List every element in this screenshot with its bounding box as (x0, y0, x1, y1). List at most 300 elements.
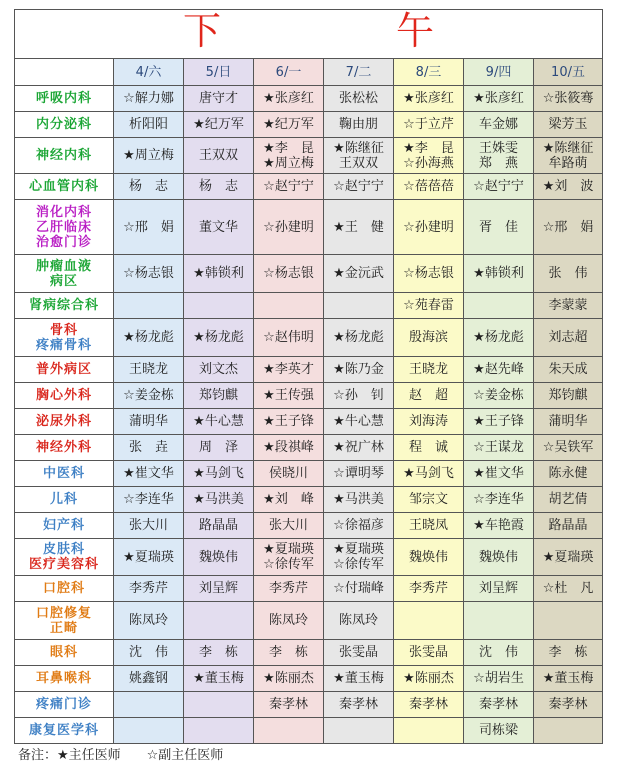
department-name (15, 539, 114, 576)
table-row (15, 357, 603, 383)
department-name (15, 200, 114, 255)
doctor-cell (394, 513, 464, 539)
doctor-cell (534, 487, 603, 513)
doctor-name: ☆杨志银 (403, 266, 454, 281)
doctor-name: 陈凤玲 (128, 613, 168, 628)
department-line: 消化内科 (35, 204, 92, 220)
doctor-name: ☆孙建明 (403, 219, 454, 235)
doctor-name: 秦孝林 (478, 697, 518, 712)
doctor-name: ★赵先峰 (473, 362, 524, 377)
day-header: 8/三 (394, 59, 464, 86)
department-line: 心血管内科 (28, 179, 99, 194)
doctor-cell (114, 640, 184, 666)
doctor-cell (324, 539, 394, 576)
doctor-name: ★韩锁利 (193, 266, 244, 281)
doctor-name: ★杨龙彪 (123, 330, 174, 345)
table-row (15, 86, 603, 112)
doctor-name: ☆邢 娟 (123, 219, 174, 235)
doctor-cell (184, 409, 254, 435)
doctor-cell (254, 435, 324, 461)
doctor-cell (254, 293, 324, 319)
table-row (15, 487, 603, 513)
doctor-name: ☆胡岩生 (473, 671, 524, 686)
doctor-cell (464, 174, 534, 200)
doctor-name: ★董玉梅 (193, 671, 244, 686)
doctor-cell (184, 513, 254, 539)
doctor-name: ★车艳霞 (473, 518, 524, 533)
doctor-name: ★牛心慧 (333, 414, 384, 429)
doctor-name: ☆吴铁军 (542, 440, 594, 455)
table-row (15, 138, 603, 174)
doctor-cell (534, 513, 603, 539)
doctor-name: ☆徐传军 (263, 557, 314, 572)
header-corner (15, 59, 114, 86)
department-line: 康复医学科 (28, 723, 99, 738)
doctor-cell (324, 640, 394, 666)
doctor-cell (114, 487, 184, 513)
doctor-cell (394, 435, 464, 461)
doctor-cell (394, 293, 464, 319)
doctor-name: ★崔文华 (473, 466, 524, 481)
doctor-name: 车金娜 (478, 117, 518, 132)
doctor-name: ★董玉梅 (333, 671, 384, 686)
department-name (15, 409, 114, 435)
doctor-name: 张 伟 (548, 266, 588, 281)
doctor-cell (254, 112, 324, 138)
doctor-cell (464, 539, 534, 576)
department-line: 医疗美容科 (28, 557, 99, 572)
doctor-name: ★陈继征 (333, 140, 384, 156)
doctor-cell (324, 319, 394, 357)
doctor-cell (254, 138, 324, 174)
doctor-name: 析阳阳 (128, 117, 168, 132)
table-row (15, 383, 603, 409)
doctor-cell (184, 86, 254, 112)
doctor-name: ☆姜金栋 (473, 388, 524, 403)
doctor-name: ☆赵宁宁 (473, 179, 524, 194)
page-title (15, 10, 603, 59)
doctor-cell (324, 718, 394, 744)
doctor-cell (114, 513, 184, 539)
doctor-cell (254, 513, 324, 539)
doctor-name: ☆赵伟明 (263, 330, 314, 345)
doctor-name: ★王 健 (333, 219, 384, 235)
doctor-cell (534, 86, 603, 112)
doctor-cell (254, 174, 324, 200)
doctor-name: 邹宗文 (408, 492, 448, 507)
doctor-cell (324, 138, 394, 174)
table-row (15, 255, 603, 293)
doctor-cell (394, 666, 464, 692)
doctor-name: 刘呈辉 (478, 581, 518, 596)
doctor-cell (324, 112, 394, 138)
header-row (15, 59, 603, 86)
doctor-name: ★陈丽杰 (403, 671, 454, 686)
doctor-name: ☆赵宁宁 (333, 179, 384, 194)
department-line: 内分泌科 (35, 117, 92, 132)
doctor-name: 张松松 (338, 91, 378, 106)
doctor-cell (114, 200, 184, 255)
table-row (15, 576, 603, 602)
department-name (15, 692, 114, 718)
doctor-name: 杨 志 (128, 179, 168, 194)
doctor-name: ☆孙 钊 (333, 388, 384, 403)
doctor-cell (394, 86, 464, 112)
doctor-cell (324, 174, 394, 200)
department-line: 口腔科 (42, 581, 85, 596)
department-name (15, 138, 114, 174)
doctor-name: ☆李连华 (473, 492, 524, 507)
doctor-cell (394, 487, 464, 513)
doctor-name: ☆杨志银 (263, 266, 314, 281)
doctor-cell (254, 692, 324, 718)
doctor-name: 沈 伟 (478, 645, 518, 660)
doctor-name: 牟路萌 (548, 155, 588, 171)
doctor-cell (184, 293, 254, 319)
table-row (15, 319, 603, 357)
doctor-cell (394, 461, 464, 487)
department-name (15, 293, 114, 319)
doctor-cell (394, 602, 464, 640)
table-row (15, 409, 603, 435)
doctor-cell (394, 112, 464, 138)
doctor-name: 秦孝林 (408, 697, 448, 712)
doctor-name: ★马洪美 (333, 492, 384, 507)
department-line: 肿瘤血液 (35, 258, 92, 274)
doctor-cell (464, 255, 534, 293)
doctor-cell (254, 319, 324, 357)
doctor-name: 侯晓川 (268, 466, 308, 481)
doctor-name: 程 诚 (408, 440, 448, 455)
doctor-cell (184, 692, 254, 718)
doctor-cell (534, 435, 603, 461)
department-name (15, 640, 114, 666)
doctor-cell (464, 357, 534, 383)
doctor-name: 路晶晶 (548, 518, 588, 533)
doctor-cell (464, 640, 534, 666)
doctor-cell (464, 692, 534, 718)
table-row (15, 602, 603, 640)
doctor-cell (184, 112, 254, 138)
doctor-name: ☆邢 娟 (542, 219, 594, 235)
doctor-cell (324, 200, 394, 255)
doctor-name: 李 栋 (548, 645, 588, 660)
day-header: 10/五 (534, 59, 603, 86)
doctor-cell (114, 112, 184, 138)
department-name (15, 319, 114, 357)
doctor-name: 张雯晶 (408, 645, 448, 660)
doctor-cell (534, 138, 603, 174)
doctor-name: 唐守才 (198, 91, 238, 106)
doctor-name: 陈凤玲 (338, 613, 378, 628)
doctor-cell (114, 718, 184, 744)
table-row (15, 513, 603, 539)
doctor-cell (534, 640, 603, 666)
doctor-name: ☆徐福彦 (333, 518, 384, 533)
department-line: 疼痛门诊 (35, 697, 92, 712)
department-name (15, 86, 114, 112)
doctor-cell (324, 357, 394, 383)
doctor-cell (184, 319, 254, 357)
table-row (15, 200, 603, 255)
doctor-cell (184, 640, 254, 666)
department-line: 正畸 (49, 620, 78, 636)
department-line: 肾病综合科 (28, 298, 99, 313)
table-row (15, 718, 603, 744)
table-row (15, 293, 603, 319)
doctor-name: 秦孝林 (338, 697, 378, 712)
doctor-name: 李秀芹 (268, 581, 308, 596)
department-name (15, 383, 114, 409)
department-line: 胸心外科 (35, 388, 92, 403)
doctor-cell (394, 576, 464, 602)
doctor-cell (114, 576, 184, 602)
doctor-cell (254, 666, 324, 692)
department-line: 口腔修复 (35, 605, 92, 621)
doctor-cell (534, 666, 603, 692)
doctor-cell (394, 174, 464, 200)
schedule-table (14, 9, 603, 744)
doctor-cell (464, 513, 534, 539)
doctor-name: 刘文杰 (198, 362, 238, 377)
doctor-name: ★金沅武 (333, 266, 384, 281)
doctor-name: 秦孝林 (268, 697, 308, 712)
doctor-name: 王晓凤 (408, 518, 448, 533)
doctor-name: ☆孙海燕 (403, 155, 454, 171)
doctor-cell (184, 357, 254, 383)
table-row (15, 112, 603, 138)
department-line: 中医科 (42, 466, 85, 481)
doctor-cell (254, 718, 324, 744)
day-header: 6/一 (254, 59, 324, 86)
doctor-name: ★夏瑞瑛 (123, 549, 174, 565)
doctor-cell (114, 138, 184, 174)
doctor-cell (254, 576, 324, 602)
doctor-name: ★陈继征 (542, 140, 594, 156)
doctor-cell (324, 513, 394, 539)
doctor-name: 刘海涛 (408, 414, 448, 429)
doctor-cell (464, 112, 534, 138)
doctor-name: 张雯晶 (338, 645, 378, 660)
doctor-cell (254, 86, 324, 112)
doctor-cell (394, 539, 464, 576)
doctor-name: ★张彦红 (263, 91, 314, 106)
doctor-cell (184, 602, 254, 640)
doctor-cell (254, 255, 324, 293)
table-row (15, 666, 603, 692)
doctor-cell (254, 487, 324, 513)
doctor-name: ☆苑春雷 (403, 298, 454, 313)
doctor-cell (114, 255, 184, 293)
doctor-name: 魏焕伟 (408, 549, 448, 565)
doctor-name: 陈永健 (548, 466, 588, 481)
doctor-name: ★李 昆 (403, 140, 454, 156)
doctor-name: ★夏瑞瑛 (263, 542, 314, 557)
doctor-name: ☆解力娜 (123, 91, 174, 106)
doctor-name: ☆蓓蓓蓓 (403, 179, 454, 194)
doctor-name: ★王子锋 (473, 414, 524, 429)
note-table (14, 744, 602, 766)
doctor-name: ☆徐传军 (333, 557, 384, 572)
department-name (15, 461, 114, 487)
department-line: 乙肝临床 (35, 219, 92, 235)
doctor-cell (464, 319, 534, 357)
doctor-cell (324, 666, 394, 692)
doctor-name: ☆杨志银 (123, 266, 174, 281)
doctor-name: ☆谭明琴 (333, 466, 384, 481)
table-row (15, 539, 603, 576)
department-name (15, 255, 114, 293)
title-char: 午 (396, 9, 435, 53)
day-header: 4/六 (114, 59, 184, 86)
doctor-cell (254, 539, 324, 576)
doctor-cell (184, 138, 254, 174)
doctor-name: 赵 超 (408, 388, 448, 403)
doctor-name: ☆赵宁宁 (263, 179, 314, 194)
doctor-cell (464, 86, 534, 112)
doctor-name: 胡艺倩 (548, 492, 588, 507)
doctor-cell (464, 200, 534, 255)
doctor-name: ★韩锁利 (473, 266, 524, 281)
doctor-name: 张大川 (268, 518, 308, 533)
doctor-name: ★周立梅 (263, 155, 314, 171)
doctor-name: 路晶晶 (198, 518, 238, 533)
doctor-cell (324, 383, 394, 409)
department-line: 泌尿外科 (35, 414, 92, 429)
table-row (15, 174, 603, 200)
doctor-name: ☆李连华 (123, 492, 174, 507)
doctor-cell (114, 174, 184, 200)
doctor-name: 鞠由朋 (338, 117, 378, 132)
table-row (15, 640, 603, 666)
doctor-name: ★刘 波 (542, 179, 594, 194)
doctor-cell (464, 487, 534, 513)
doctor-name: ★李英才 (263, 362, 314, 377)
doctor-cell (114, 435, 184, 461)
doctor-name: 王双双 (338, 155, 378, 171)
doctor-name: ★董玉梅 (542, 671, 594, 686)
doctor-cell (534, 357, 603, 383)
doctor-cell (464, 409, 534, 435)
department-line: 神经外科 (35, 440, 92, 455)
doctor-cell (114, 692, 184, 718)
doctor-cell (184, 576, 254, 602)
doctor-cell (254, 383, 324, 409)
doctor-cell (464, 138, 534, 174)
doctor-cell (534, 319, 603, 357)
doctor-name: 郑 燕 (478, 155, 518, 171)
department-name (15, 112, 114, 138)
department-name (15, 576, 114, 602)
doctor-name: ★张彦红 (473, 91, 524, 106)
department-line: 妇产科 (42, 518, 85, 533)
doctor-name: ★刘 峰 (263, 492, 314, 507)
doctor-name: 秦孝林 (548, 697, 588, 712)
doctor-cell (184, 435, 254, 461)
doctor-cell (184, 174, 254, 200)
department-line: 治愈门诊 (35, 234, 92, 250)
doctor-name: ☆张筱骞 (542, 91, 594, 106)
doctor-name: 司栋梁 (478, 723, 518, 738)
doctor-cell (394, 383, 464, 409)
doctor-name: ★李 昆 (263, 140, 314, 156)
doctor-name: 周 泽 (198, 440, 238, 455)
doctor-cell (184, 539, 254, 576)
doctor-cell (254, 409, 324, 435)
department-name (15, 666, 114, 692)
doctor-cell (114, 666, 184, 692)
doctor-cell (534, 718, 603, 744)
doctor-cell (394, 319, 464, 357)
doctor-cell (464, 718, 534, 744)
doctor-cell (324, 86, 394, 112)
doctor-cell (324, 435, 394, 461)
department-name (15, 602, 114, 640)
doctor-name: 朱天成 (548, 362, 588, 377)
doctor-name: ★杨龙彪 (333, 330, 384, 345)
doctor-name: 王晓龙 (128, 362, 168, 377)
doctor-cell (324, 461, 394, 487)
department-name (15, 487, 114, 513)
doctor-cell (114, 383, 184, 409)
doctor-cell (114, 409, 184, 435)
doctor-name: 刘呈辉 (198, 581, 238, 596)
doctor-name: 沈 伟 (128, 645, 168, 660)
doctor-name: ★夏瑞瑛 (333, 542, 384, 557)
doctor-name: 董文华 (198, 219, 238, 235)
doctor-name: 李秀芹 (128, 581, 168, 596)
doctor-cell (534, 112, 603, 138)
department-line: 病区 (49, 273, 78, 289)
department-line: 儿科 (49, 492, 78, 507)
doctor-name: ★牛心慧 (193, 414, 244, 429)
doctor-cell (534, 539, 603, 576)
doctor-cell (184, 383, 254, 409)
doctor-name: ★纪万军 (263, 117, 314, 132)
day-header: 9/四 (464, 59, 534, 86)
doctor-name: 蒲明华 (548, 414, 588, 429)
doctor-name: ★陈乃金 (333, 362, 384, 377)
department-line: 神经内科 (35, 148, 92, 163)
doctor-cell (324, 255, 394, 293)
department-name (15, 718, 114, 744)
doctor-cell (324, 409, 394, 435)
doctor-name: ★崔文华 (123, 466, 174, 481)
doctor-cell (464, 383, 534, 409)
doctor-name: 杨 志 (198, 179, 238, 194)
doctor-name: 胥 佳 (478, 219, 518, 235)
department-line: 呼吸内科 (35, 91, 92, 106)
doctor-cell (254, 461, 324, 487)
doctor-cell (324, 692, 394, 718)
doctor-cell (534, 576, 603, 602)
doctor-cell (394, 357, 464, 383)
doctor-name: 蒲明华 (128, 414, 168, 429)
doctor-name: 李 栋 (268, 645, 308, 660)
doctor-cell (534, 602, 603, 640)
doctor-cell (534, 293, 603, 319)
doctor-cell (184, 461, 254, 487)
doctor-cell (534, 174, 603, 200)
doctor-cell (464, 461, 534, 487)
doctor-name: ★马剑飞 (193, 466, 244, 481)
department-line: 骨科 (49, 322, 78, 338)
legend-note: 备注：★主任医师 ☆副主任医师 (18, 747, 224, 763)
doctor-name: 王晓龙 (408, 362, 448, 377)
doctor-cell (184, 718, 254, 744)
doctor-name: ★段祺峰 (263, 440, 314, 455)
doctor-name: 王姝雯 (478, 140, 518, 156)
